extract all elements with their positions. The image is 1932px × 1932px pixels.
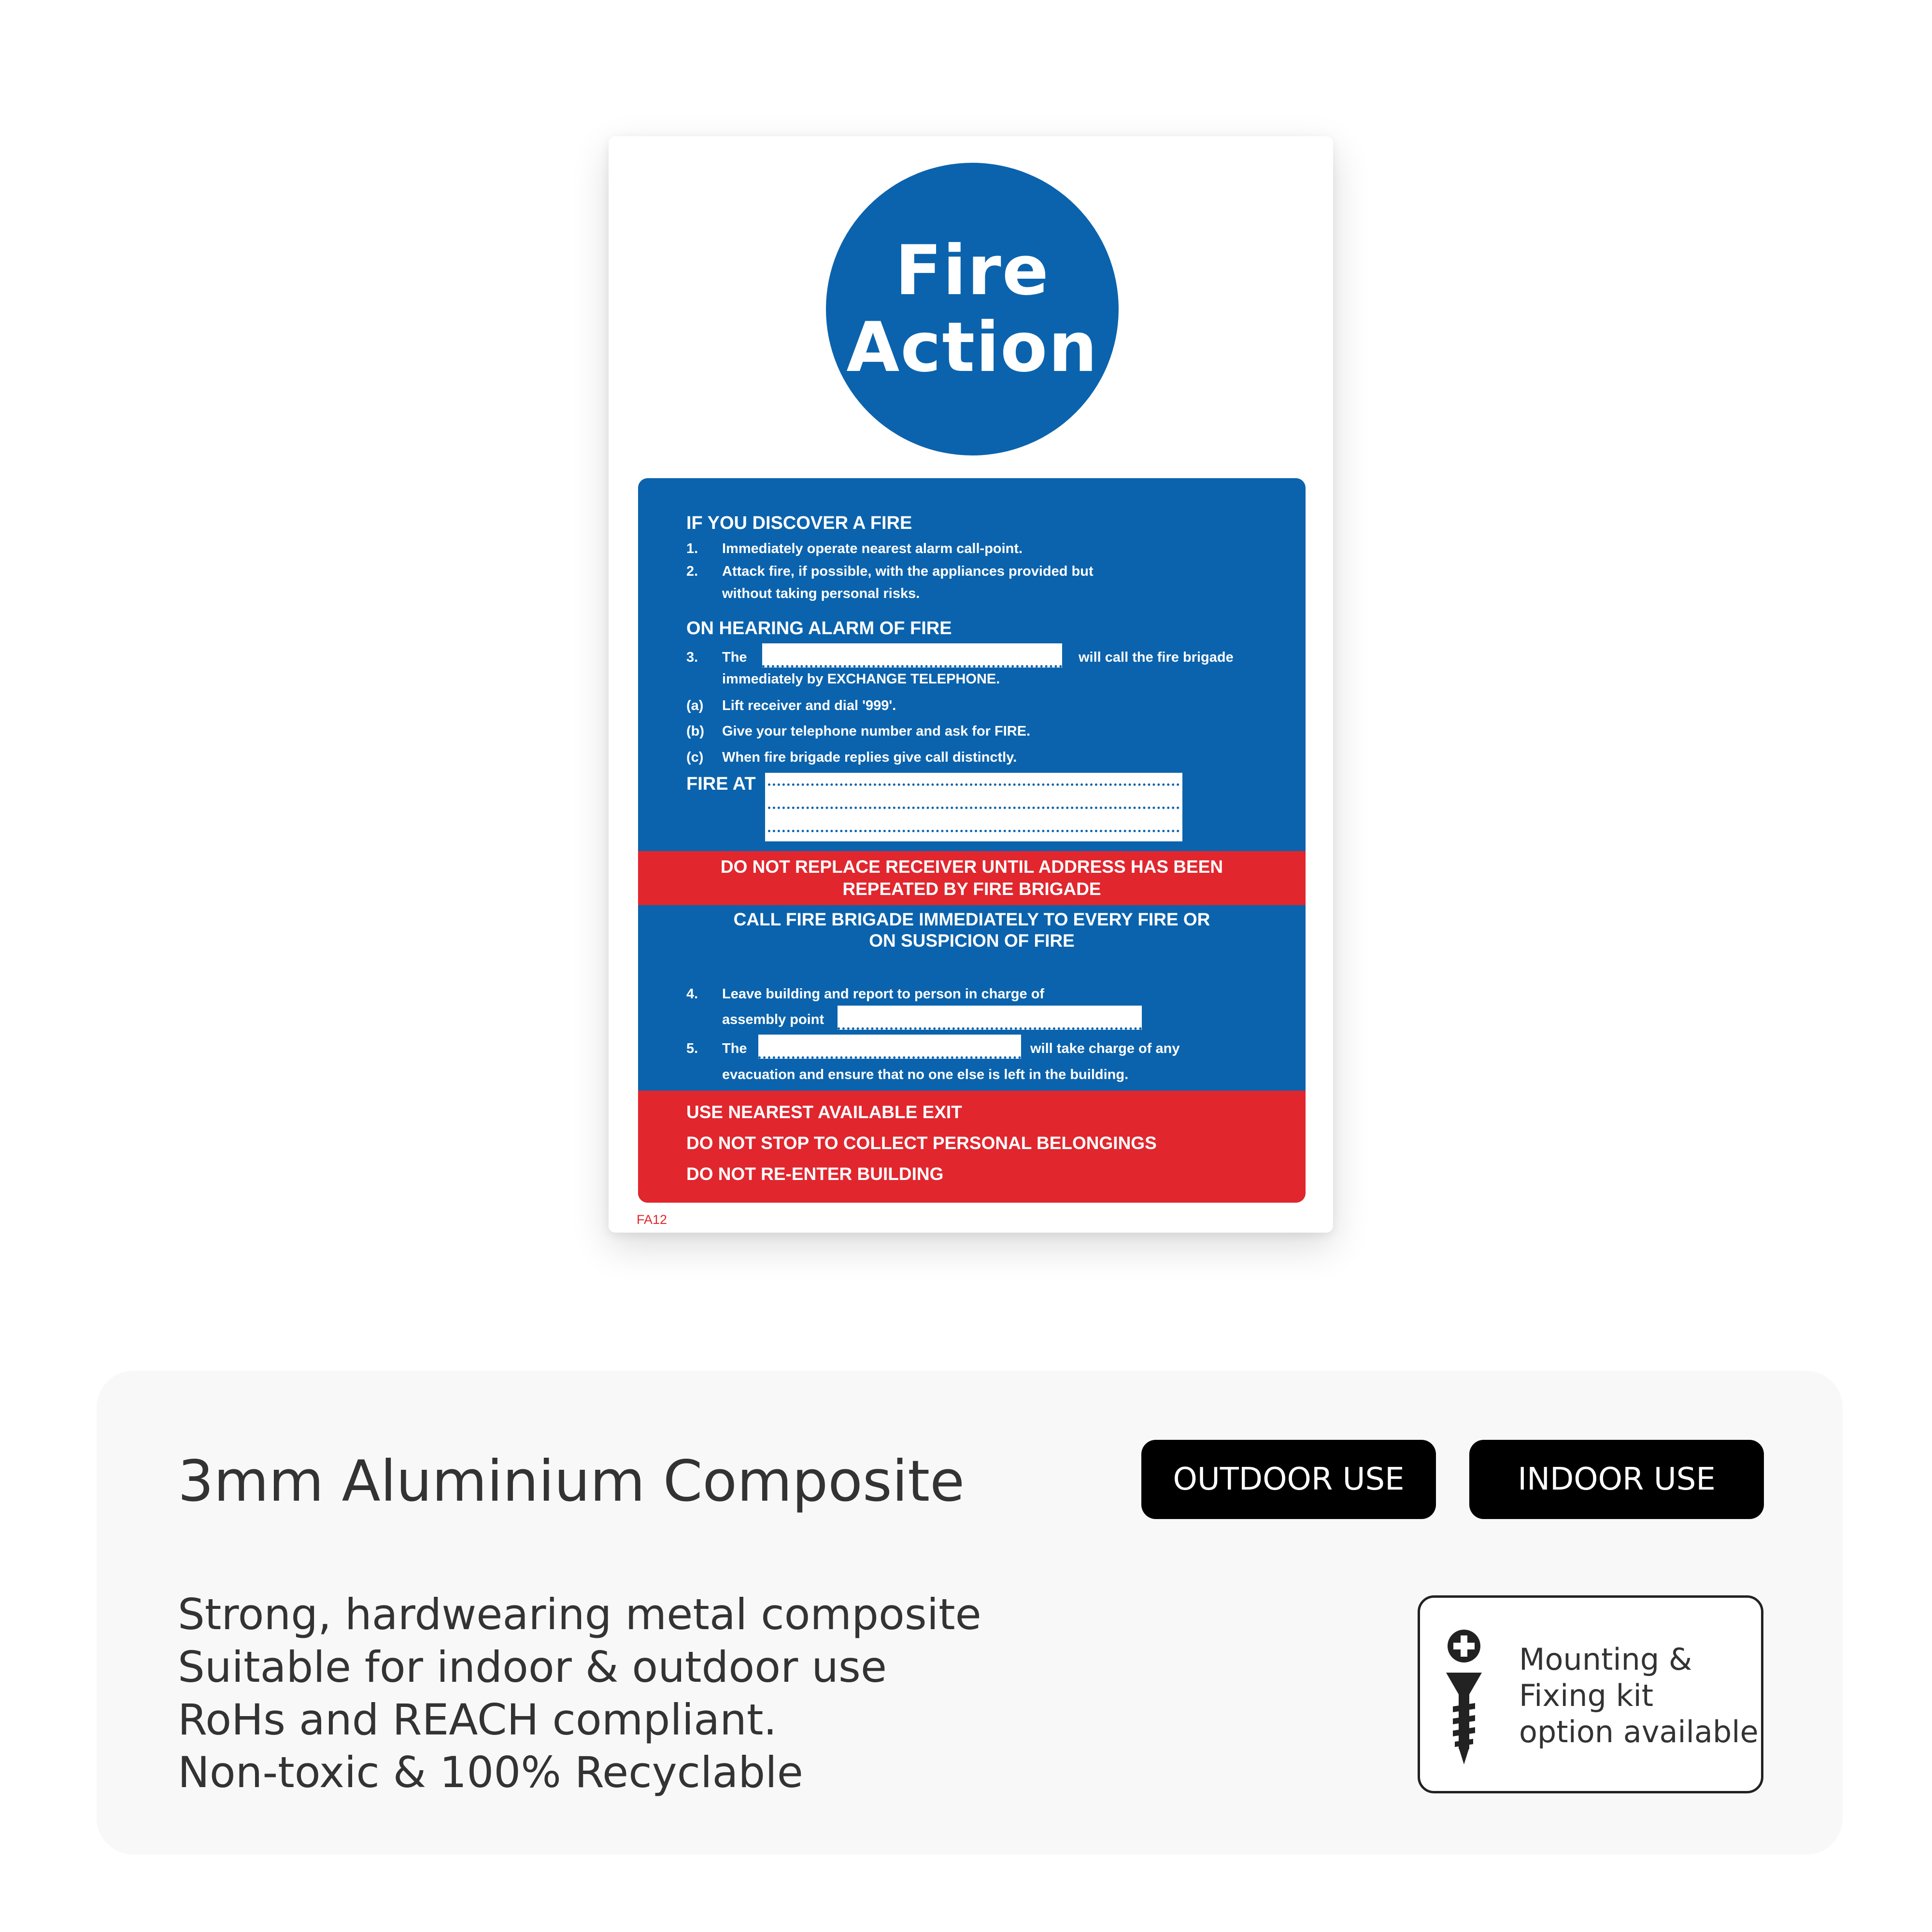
feature-list xyxy=(178,1588,981,1799)
item-number: 5. xyxy=(686,1041,698,1056)
dotted-line xyxy=(768,807,1179,809)
fire-action-title-circle xyxy=(826,163,1119,455)
sign-title-line2: Action xyxy=(846,308,1098,387)
rule-text: USE NEAREST AVAILABLE EXIT xyxy=(686,1102,962,1122)
item-label: (b) xyxy=(686,724,705,739)
fire-at-label: FIRE AT xyxy=(686,774,756,794)
item-text: Give your telephone number and ask for FIRE. xyxy=(722,724,1031,739)
rule-text: DO NOT STOP TO COLLECT PERSONAL BELONGINGS xyxy=(686,1133,1157,1153)
kit-text-line: Mounting & xyxy=(1519,1642,1692,1677)
feature-item: RoHs and REACH compliant. xyxy=(178,1695,777,1745)
fire-action-sign xyxy=(609,136,1333,1233)
material-title: 3mm Aluminium Composite xyxy=(178,1448,965,1514)
item-text: Leave building and report to person in charge of xyxy=(722,986,1045,1002)
item-text: Immediately operate nearest alarm call-point. xyxy=(722,541,1023,556)
item-text: will take charge of any xyxy=(1030,1041,1180,1056)
item-text: The xyxy=(722,1041,747,1056)
fill-in-field-caller xyxy=(762,643,1062,668)
fill-in-field-assembly xyxy=(838,1006,1142,1030)
item-text: will call the fire brigade xyxy=(1079,650,1234,665)
call-brigade-notice xyxy=(638,909,1306,952)
item-text: immediately by EXCHANGE TELEPHONE. xyxy=(722,671,1000,687)
notice-text: ON SUSPICION OF FIRE xyxy=(869,931,1075,951)
dotted-line xyxy=(768,830,1179,832)
feature-item: Non-toxic & 100% Recyclable xyxy=(178,1747,803,1797)
material-info-card xyxy=(97,1371,1843,1855)
item-number: 1. xyxy=(686,541,698,556)
section-heading-alarm: ON HEARING ALARM OF FIRE xyxy=(686,618,952,639)
screw-icon xyxy=(1443,1627,1487,1769)
item-number: 4. xyxy=(686,986,698,1002)
warning-band xyxy=(638,851,1306,905)
dotted-line xyxy=(768,783,1179,786)
item-label: (c) xyxy=(686,750,704,765)
warning-text: DO NOT REPLACE RECEIVER UNTIL ADDRESS HAS BEEN xyxy=(720,856,1223,877)
item-text: without taking personal risks. xyxy=(722,586,920,601)
feature-item: Suitable for indoor & outdoor use xyxy=(178,1642,887,1692)
mounting-kit-box xyxy=(1418,1595,1763,1793)
item-text: evacuation and ensure that no one else is left in the building. xyxy=(722,1067,1129,1082)
outdoor-use-badge: OUTDOOR USE xyxy=(1141,1440,1436,1519)
section-heading-discover: IF YOU DISCOVER A FIRE xyxy=(686,513,912,533)
warning-text: REPEATED BY FIRE BRIGADE xyxy=(842,879,1101,899)
item-number: 2. xyxy=(686,564,698,579)
sign-title-line1: Fire xyxy=(895,230,1050,311)
mounting-kit-text xyxy=(1519,1641,1759,1750)
item-text: Lift receiver and dial '999'. xyxy=(722,698,896,713)
instructions-panel xyxy=(638,478,1306,1203)
item-text: Attack fire, if possible, with the appliances provided but xyxy=(722,564,1094,579)
item-text: assembly point xyxy=(722,1012,824,1027)
fill-in-field-address xyxy=(765,773,1182,841)
sign-code: FA12 xyxy=(637,1212,668,1227)
item-text: The xyxy=(722,650,747,665)
item-text: When fire brigade replies give call distinctly. xyxy=(722,750,1017,765)
fill-in-field-warden xyxy=(758,1035,1021,1059)
exit-rules-band xyxy=(638,1091,1306,1203)
feature-item: Strong, hardwearing metal composite xyxy=(178,1590,981,1639)
kit-text-line: Fixing kit xyxy=(1519,1678,1654,1713)
indoor-use-badge: INDOOR USE xyxy=(1469,1440,1764,1519)
kit-text-line: option available xyxy=(1519,1714,1759,1749)
rule-text: DO NOT RE-ENTER BUILDING xyxy=(686,1164,944,1184)
notice-text: CALL FIRE BRIGADE IMMEDIATELY TO EVERY FIRE OR xyxy=(733,909,1210,929)
item-label: (a) xyxy=(686,698,704,713)
item-number: 3. xyxy=(686,650,698,665)
